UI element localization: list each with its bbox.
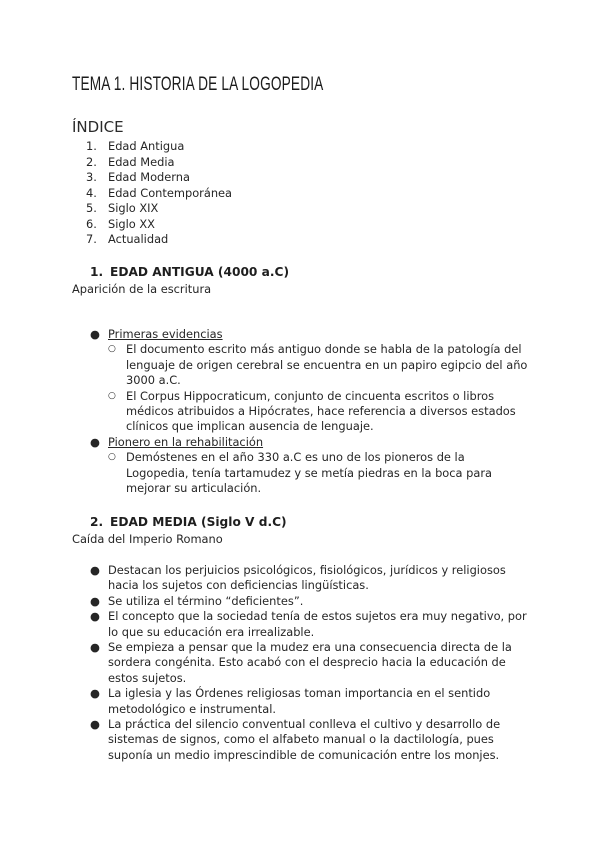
sub-list-item: ○ El documento escrito más antiguo donde se habla de la patología del lenguaje de origen cerebral se encuentra en un papiro egipcio del año 3000 a.C.: [108, 342, 528, 388]
bullet-icon: ●: [90, 563, 100, 577]
section2-bullet-list: [90, 563, 530, 763]
section-subtitle: Caída del Imperio Romano: [72, 532, 223, 546]
sub-list-item: ○ El Corpus Hippocraticum, conjunto de cincuenta escritos o libros médicos atribuidos a Hipócrates, hace referencia a diversos estados clínicos que implican ausencia de lenguaje.: [108, 388, 516, 434]
index-heading: ÍNDICE: [72, 118, 124, 136]
section-heading-edad-antigua: 1. EDAD ANTIGUA (4000 a.C): [90, 265, 290, 279]
section-heading-edad-media: 2. EDAD MEDIA (Siglo V d.C): [90, 515, 287, 529]
sub-list: [108, 342, 530, 434]
bullet-icon: ●: [90, 717, 100, 732]
section-subtitle: Aparición de la escritura: [72, 282, 212, 296]
bullet-icon: ●: [90, 640, 100, 655]
bullet-icon: ●: [90, 593, 100, 608]
bullet-icon: ●: [90, 609, 100, 624]
list-item: ● Se utiliza el término “deficientes”.: [90, 593, 304, 608]
list-item: ● Pionero en la rehabilitación: [90, 434, 264, 449]
circle-bullet-icon: ○: [108, 344, 116, 355]
index-list: [86, 139, 232, 248]
list-item: ● La práctica del silencio conventual conlleva el cultivo y desarrollo de sistemas de signos, como el alfabeto manual o la dactilología, pues suponía un medio imprescindible de comunicación entre los monjes.: [90, 717, 501, 762]
bullet-icon: ●: [90, 686, 100, 701]
circle-bullet-icon: ○: [108, 452, 116, 463]
index-item: 7. Actualidad: [86, 232, 169, 246]
list-item: ● La iglesia y las Órdenes religiosas toman importancia en el sentido metodológico e instrumental.: [90, 686, 491, 716]
list-item: ● Primeras evidencias: [90, 327, 223, 341]
circle-bullet-icon: ○: [108, 390, 116, 401]
sub-list: [108, 450, 530, 496]
document-title: TEMA 1. HISTORIA DE LA LOGOPEDIA: [72, 74, 324, 95]
list-item: ● El concepto que la sociedad tenía de estos sujetos era muy negativo, por lo que su educación era irrealizable.: [90, 609, 527, 639]
index-item: 4. Edad Contemporánea: [86, 185, 233, 200]
bullet-icon: ●: [90, 434, 100, 449]
list-item: ● Destacan los perjuicios psicológicos, fisiológicos, jurídicos y religiosos hacia los sujetos con deficiencias lingüísticas.: [90, 563, 506, 593]
index-item: 2. Edad Media: [86, 154, 175, 169]
section1-bullet-list: [90, 327, 530, 496]
index-item: 5. Siglo XIX: [86, 201, 159, 215]
index-item: 6. Siglo XX: [86, 216, 155, 231]
index-item: 1. Edad Antigua: [86, 139, 185, 153]
list-item: ● Se empieza a pensar que la mudez era una consecuencia directa de la sordera congénita. Esto acabó con el desprecio hacia la educación de estos sujetos.: [90, 640, 512, 685]
sub-list-item: ○ Demóstenes en el año 330 a.C es uno de los pioneros de la Logopedia, tenía tartamudez y se metía piedras en la boca para mejorar su articulación.: [108, 450, 493, 496]
index-item: 3. Edad Moderna: [86, 170, 190, 184]
bullet-icon: ●: [90, 327, 100, 341]
